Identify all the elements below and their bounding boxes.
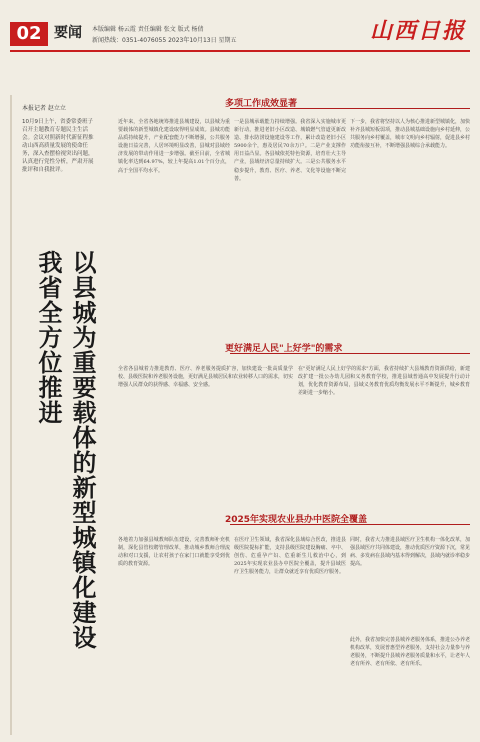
headline-line-1: 以县城为重要载体的新型城镇化建设 xyxy=(68,250,97,650)
body-column-b: 一是县城承载能力持续增强。我省深入实施城市更新行动，推进老旧小区改造、城镇燃气管道更新改造、排水防涝设施建设等工作，累计改造老旧小区5900余个，惠及居民70余万户。二是产业支撑作用日益凸显。各县城依托特色资源，培育壮大主导产业，县域经济总量持续扩大。三是公共服务水平稳步提升，教育、医疗、养老、文化等设施不断完善。 xyxy=(234,119,346,182)
section-title-2: 更好满足人民"上好学"的需求 xyxy=(225,344,343,354)
body-column-a: 近年来，全省各地统筹推进县城建设，以县城为重要载体的新型城镇化建设取得明显成效。县城功能品质持续提升，产业配套能力不断增强，公共服务设施日益完善，人居环境明显改善，县城对县域经济发展的带动作用进一步增强。截至目前，全省城镇化率达到64.97%，较上年提高1.01个百分点，高于全国平均水平。 xyxy=(118,119,230,174)
newspaper-masthead: 山西日报 xyxy=(369,18,466,44)
section-name: 要闻 xyxy=(54,25,82,41)
body-column-i: 此外，我省加快完善县城养老服务体系，推进公办养老机构改革，发展普惠型养老服务，支持社会力量参与养老服务，不断提升县城养老服务质量和水平，让老年人老有所养、老有所依、老有所乐。 xyxy=(350,637,470,668)
page-number: 02 xyxy=(10,22,48,46)
issue-date-line: 新闻热线：0351-4076055 2023年10月13日 星期五 xyxy=(92,37,237,44)
page-header xyxy=(0,0,480,52)
editor-credits: 本版编辑 杨云霞 责任编辑 张文 版式 杨倩 xyxy=(92,26,204,33)
header-divider xyxy=(10,50,470,52)
sidebar-divider xyxy=(10,95,12,735)
body-column-c: 下一步，我省将坚持以人为核心推进新型城镇化，加快补齐县城短板弱项，推动县城基础设施向乡村延伸，公共服务向乡村覆盖，城市文明向乡村辐射，促进县乡村功能衔接互补，不断增强县城综合承载能力。 xyxy=(350,119,470,150)
body-column-h: 同时，我省大力推进县域医疗卫生机构一体化改革，加强县域医疗共同体建设，推动优质医疗资源下沉，常见病、多发病在县域内基本得到解决，县域内就诊率稳步提高。 xyxy=(350,537,470,568)
headline-line-2: 我省全方位推进 xyxy=(34,250,63,425)
body-column-d: 全省各县城着力推进教育、医疗、养老服务提质扩容，加快建设一批高质量学校、县级医院和养老服务设施，更好满足县城居民和农业转移人口的需求，切实增强人民群众的获得感、幸福感、安全感。 xyxy=(118,366,293,389)
section-title-3: 2025年实现农业县办中医院全覆盖 xyxy=(225,515,368,525)
body-column-g: 在医疗卫生领域，我省深化县域综合医改，推进县级医院提标扩能，支持县级医院建设胸痛、卒中、创伤、危重孕产妇、危重新生儿救治中心，到2025年实现农业县办中医院全覆盖，提升县域医疗卫生服务能力，让群众就近享有优质医疗服务。 xyxy=(234,537,346,576)
article-author: 本报记者 赵立立 xyxy=(22,105,66,112)
section-title-1: 多项工作成效显著 xyxy=(225,99,298,109)
body-column-f: 各地着力加强县城教师队伍建设，完善教师补充机制，深化县管校聘管理改革，推动城乡教师合理流动和对口支援，让农村孩子在家门口就能享受到优质的教育资源。 xyxy=(118,537,230,568)
article-intro: 10月9日上午，省委常委班子召开主题教育专题民主生活会。会议对照新时代新征程推动山西高质量发展的使命任务，深入查摆检视突出问题，认真进行党性分析，严肃开展批评和自我批评。 xyxy=(22,119,94,173)
body-column-e: 在"更好满足人民上好学的需求"方面，我省持续扩大县城教育资源供给，新建改扩建一批公办幼儿园和义务教育学校，推进县域普通高中发展提升行动计划，优化教育资源布局，县域义务教育优质均衡发展水平不断提升，城乡教育差距进一步缩小。 xyxy=(298,366,470,397)
